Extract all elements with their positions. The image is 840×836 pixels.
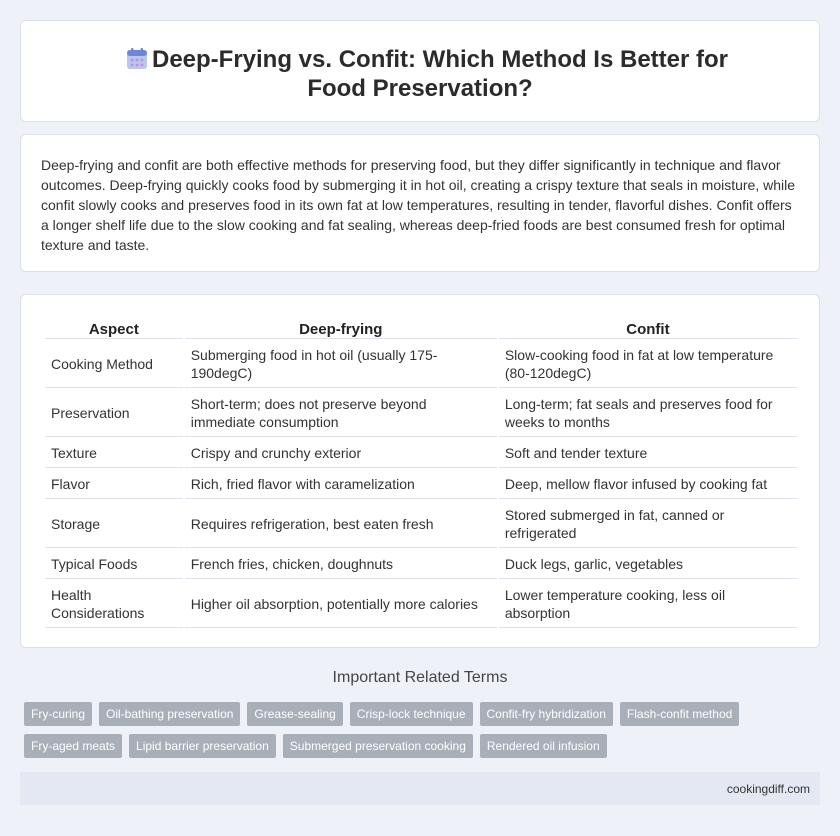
table-cell-deep-frying: Crispy and crunchy exterior: [185, 439, 497, 468]
table-cell-deep-frying: Requires refrigeration, best eaten fresh: [185, 501, 497, 548]
table-cell-aspect: Preservation: [45, 390, 183, 437]
table-row: [45, 501, 797, 548]
related-term-tag[interactable]: Crisp-lock technique: [350, 702, 473, 726]
related-term-tag[interactable]: Fry-aged meats: [24, 734, 122, 758]
table-cell-aspect: Cooking Method: [45, 341, 183, 388]
table-row: [45, 390, 797, 437]
intro-card: [20, 134, 820, 272]
table-cell-confit: Deep, mellow flavor infused by cooking fat: [499, 470, 797, 499]
table-row: [45, 470, 797, 499]
footer: [20, 772, 820, 805]
related-term-tag[interactable]: Confit-fry hybridization: [480, 702, 613, 726]
related-term-tag[interactable]: Submerged preservation cooking: [283, 734, 473, 758]
column-header-deep-frying: Deep-frying: [185, 313, 497, 339]
table-cell-confit: Duck legs, garlic, vegetables: [499, 550, 797, 579]
related-term-tag[interactable]: Oil-bathing preservation: [99, 702, 240, 726]
related-term-tag[interactable]: Fry-curing: [24, 702, 92, 726]
intro-text: Deep-frying and confit are both effective methods for preserving food, but they differ significantly in technique and flavor outcomes. Deep-frying quickly cooks food by submerging it in hot oil, creating a crispy texture that seals in moisture, while confit slowly cooks and preserves food in its own fat at low temperatures, resulting in tender, flavorful dishes. Confit offers a longer shelf life due to the slow cooking and fat sealing, whereas deep-fried foods are best consumed fresh for optimal texture and taste.: [41, 157, 796, 253]
related-term-tag[interactable]: Lipid barrier preservation: [129, 734, 276, 758]
related-term-tag[interactable]: Rendered oil infusion: [480, 734, 607, 758]
table-cell-aspect: Storage: [45, 501, 183, 548]
table-cell-confit: Soft and tender texture: [499, 439, 797, 468]
table-cell-confit: Long-term; fat seals and preserves food for weeks to months: [499, 390, 797, 437]
table-row: [45, 341, 797, 388]
table-cell-confit: Slow-cooking food in fat at low temperature (80-120degC): [499, 341, 797, 388]
comparison-table-card: [20, 294, 820, 648]
table-cell-confit: Lower temperature cooking, less oil absorption: [499, 581, 797, 628]
table-cell-aspect: Flavor: [45, 470, 183, 499]
table-cell-deep-frying: Submerging food in hot oil (usually 175-190degC): [185, 341, 497, 388]
column-header-aspect: Aspect: [45, 313, 183, 339]
table-cell-deep-frying: Higher oil absorption, potentially more calories: [185, 581, 497, 628]
page-title: Deep-Frying vs. Confit: Which Method Is Better for Food Preservation?: [151, 46, 728, 102]
footer-source-link[interactable]: cookingdiff.com: [726, 782, 810, 796]
comparison-table: [43, 311, 799, 630]
related-terms-list: [24, 702, 764, 758]
table-cell-aspect: Texture: [45, 439, 183, 468]
related-term-tag[interactable]: Flash-confit method: [620, 702, 739, 726]
table-cell-deep-frying: Rich, fried flavor with caramelization: [185, 470, 497, 499]
column-header-confit: Confit: [499, 313, 797, 339]
table-row: [45, 550, 797, 579]
table-row: [45, 581, 797, 628]
related-terms-title: Important Related Terms: [332, 669, 508, 686]
table-cell-aspect: Health Considerations: [45, 581, 183, 628]
related-term-tag[interactable]: Grease-sealing: [247, 702, 342, 726]
table-row: [45, 439, 797, 468]
table-cell-confit: Stored submerged in fat, canned or refrigerated: [499, 501, 797, 548]
table-cell-deep-frying: French fries, chicken, doughnuts: [185, 550, 497, 579]
table-cell-deep-frying: Short-term; does not preserve beyond immediate consumption: [185, 390, 497, 437]
table-header-row: [45, 313, 797, 339]
header-card: [20, 20, 820, 122]
table-cell-aspect: Typical Foods: [45, 550, 183, 579]
